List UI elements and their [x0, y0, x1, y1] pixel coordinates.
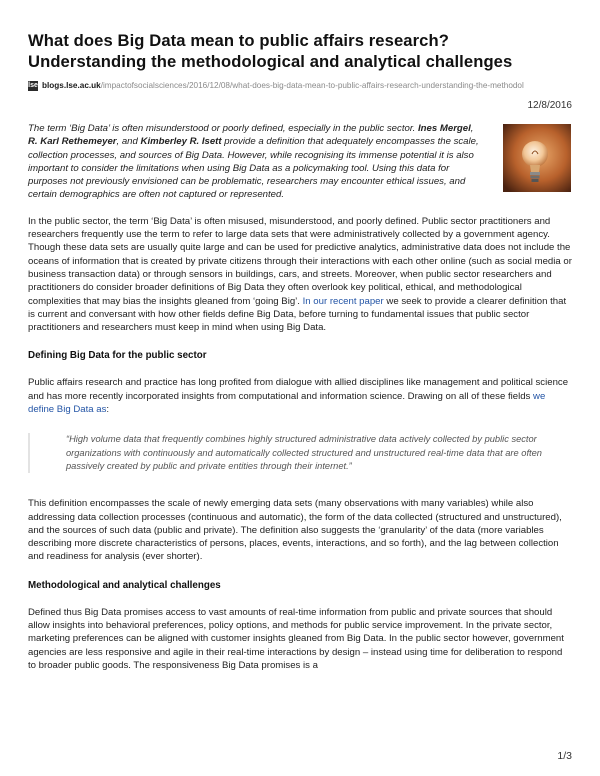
source-path[interactable]: /impactofsocialsciences/2016/12/08/what-does-big-data-mean-to-public-affairs-research-understanding-the-methodol — [100, 81, 524, 90]
section-heading-challenges: Methodological and analytical challenges — [28, 579, 221, 591]
article-page — [28, 30, 572, 672]
author-3: Kimberley R. Isett — [140, 136, 222, 148]
author-2: R. Karl Rethemeyer — [28, 136, 117, 148]
intro-sentence-1: The term ‘Big Data’ is often misunderstood or poorly defined, especially in the public sector. — [28, 123, 418, 134]
source-domain[interactable]: blogs.lse.ac.uk — [42, 81, 101, 90]
author-separator-1: , — [470, 123, 474, 134]
section-heading-defining: Defining Big Data for the public sector — [28, 350, 207, 362]
definition-quote: “High volume data that frequently combines highly structured administrative data actively collected by public sector organizations with continuously and automatically collected structured and unstructured real-time data that are often passively created by public and private entities through their internet.” — [28, 433, 572, 473]
paragraph-1 — [28, 215, 572, 335]
article-title — [28, 30, 572, 72]
title-line-2: Understanding the methodological and analytical challenges — [28, 52, 513, 71]
paragraph-2-text-b: : — [106, 404, 110, 416]
intro-sentence-2: provide a definition that adequately encompasses the scale, collection processes, and sources of Big Data. However, while recognising its immense potential it is also important to consider the limitations when using Big Data as a policymaking tool. Using this data for purposes not previously envisioned can be problematic, researchers may encounter ethical issues, and certain demographics are often not captured or represented. — [28, 136, 479, 201]
paragraph-4: Defined thus Big Data promises access to vast amounts of real-time information from public and private sources that should allow insights into behavioral preferences, policy options, and methods for public service improvement. In the private sector, marketing preferences can be aligned with customer insights gleaned from Big Data. In the public sector however, government agencies are less responsive and agile in their real-time interactions by design – instead using time for deliberation to respond to broader public goods. The responsiveness Big Data promises is a — [28, 606, 564, 671]
author-1: Ines Mergel — [418, 123, 471, 134]
intro-section — [28, 122, 572, 202]
recent-paper-link[interactable]: In our recent paper — [302, 295, 384, 307]
author-separator-2: , and — [116, 136, 141, 148]
light-bulb-image — [503, 124, 571, 192]
paragraph-3: This definition encompasses the scale of newly emerging data sets (many observations with many variables) while also addressing data collection processes (continuous and automatic), the form of the data collected (structured and unstructured), and the sources of such data (public and private). The definition also suggests the ‘granularity’ of the data (more variables describing more discrete characteristics of persons, places, events, interactions, and so forth), and the lag between collection and readiness for analysis (ever shorter). — [28, 498, 562, 563]
intro-text — [28, 122, 482, 202]
source-url[interactable] — [28, 80, 572, 92]
page-number: 1/3 — [557, 750, 572, 762]
title-line-1: What does Big Data mean to public affairs research? — [28, 31, 449, 50]
paragraph-1-text-b: we seek to provide a clearer definition that is current and conversant with how other fields define Big Data, before turning to fundamental issues that public sector practitioners and researchers must keep in mind when using Big Data. — [28, 295, 567, 334]
define-big-data-link[interactable]: we define Big Data as — [28, 390, 546, 416]
publish-date: 12/8/2016 — [527, 100, 572, 111]
paragraph-2-text-a: Public affairs research and practice has long profited from dialogue with allied disciplines like management and political science and has more recently incorporated insights from computational and information science. Drawing on all of these fields — [28, 377, 569, 402]
lse-blog-icon: lse — [28, 82, 38, 89]
paragraph-1-text-a: In the public sector, the term ‘Big Data’ is often misused, misunderstood, and poorly defined. Public sector practitioners and researchers frequently use the term to refer to large data sets that were administratively collected by a government agency. Though these data sets are usually quite large and can be used for predictive analytics, administrative data does not include the oceans of information that is created by private citizens through their interactions with each other online (such as social media or business transaction data) or through sensors in buildings, cars, and streets. Moreover, when public sector researchers and practitioners do consider broader definitions of Big Data they often overlook key political, ethical, and methodological complexities that may bias the insights gleaned from ‘going Big’. — [28, 215, 572, 307]
paragraph-2 — [28, 376, 572, 416]
